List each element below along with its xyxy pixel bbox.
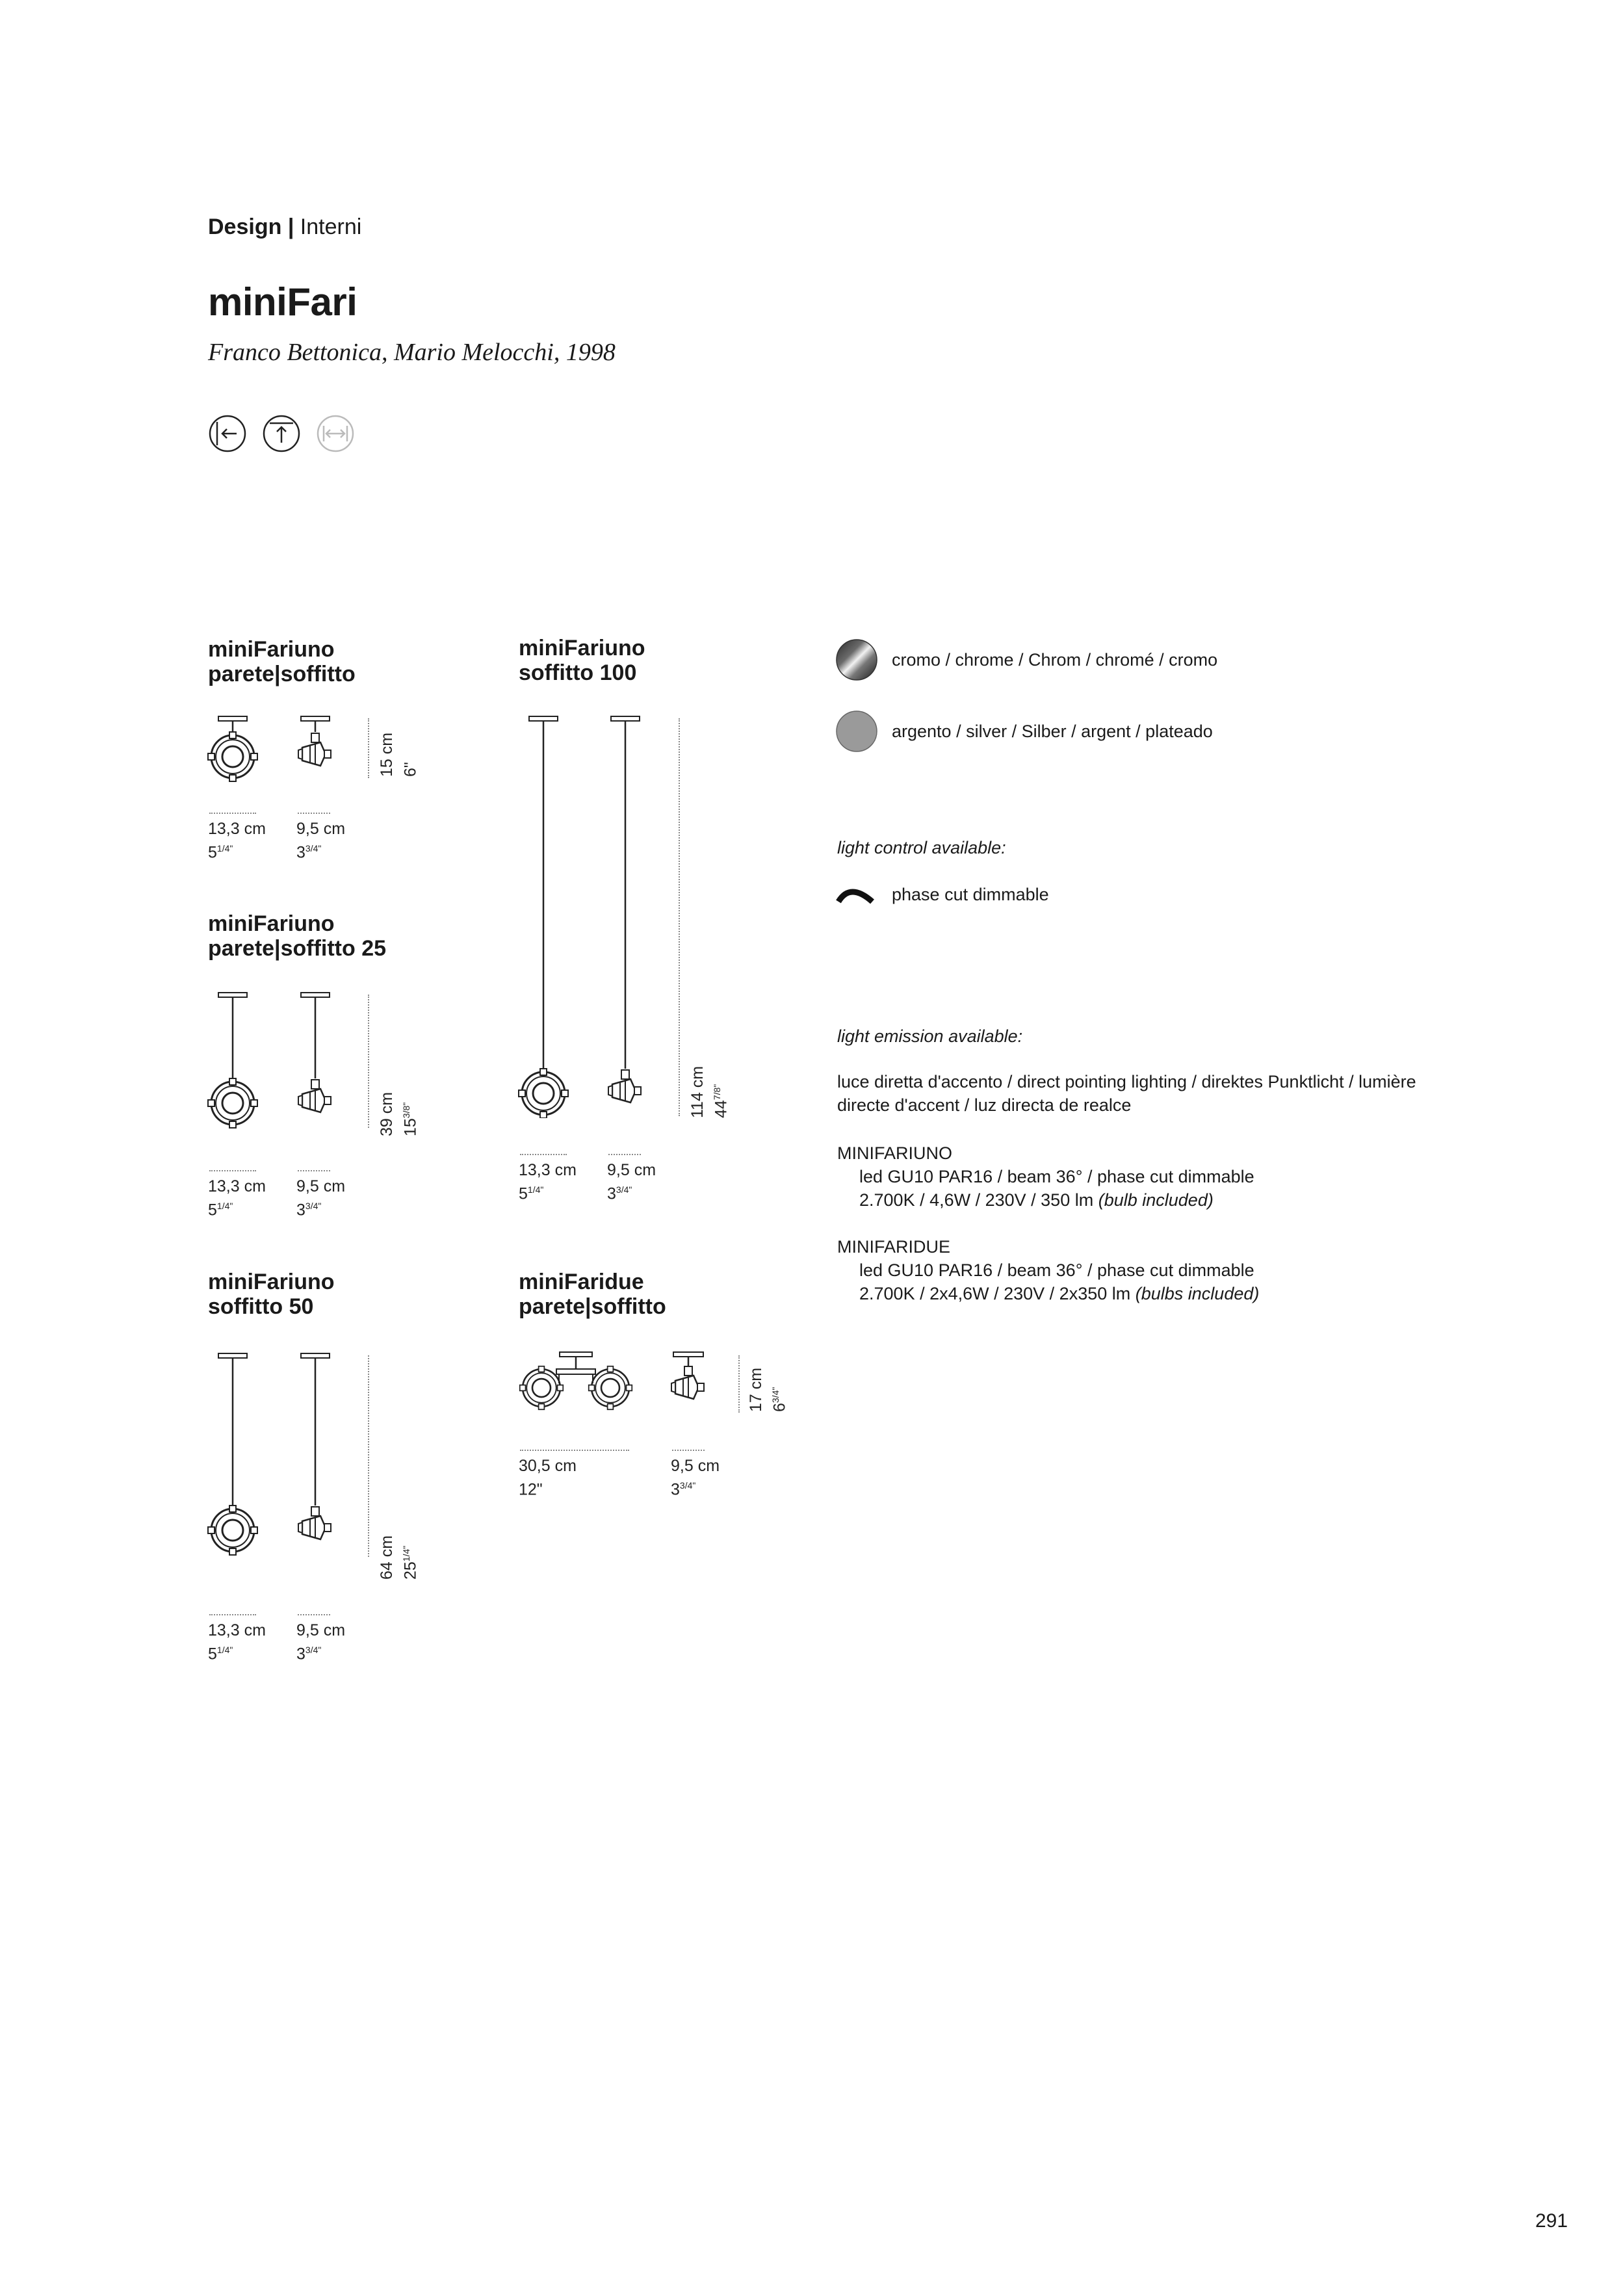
width-cm: 13,3 cm [208,1177,266,1195]
depth-cm: 9,5 cm [296,1621,346,1639]
depth-cm: 9,5 cm [296,1177,346,1195]
product-title-miniFariuno-soffitto-100 [519,636,645,685]
height-in: $6^{3/4"}$ [770,1387,789,1412]
height-dimension-line [368,1355,369,1557]
depth-cm: 9,5 cm [296,820,346,838]
page-title: miniFari [208,280,357,324]
description-line2: directe d'accent / luz directa de realce [837,1095,1132,1115]
width-dimension-line [209,1614,256,1615]
finish-label-silver: argento / silver / Silber / argent / plateado [892,722,1213,741]
section-tag-rest: Interni [300,215,362,239]
height-in: 6" [401,762,420,777]
depth-dimension [296,1177,345,1220]
product-drawing-front [207,991,259,1134]
section-tag-bold: Design [208,215,282,239]
product-drawing-front [207,715,259,787]
product-title-miniFaridue-parete-soffitto [519,1270,666,1319]
depth-dimension [296,819,345,862]
phase-cut-dimmable-icon [836,881,876,904]
width-dimension [519,1160,577,1203]
depth-in: $3^{3/4"}$ [296,1201,322,1220]
width-in: 12" [519,1480,543,1499]
model-spec-line2: 2.700K / 4,6W / 230V / 350 lm (bulb included) [859,1190,1214,1210]
product-drawing-front [517,715,569,1118]
depth-dimension [607,1160,656,1203]
finish-label-chrome: cromo / chrome / Chrom / chromé / cromo [892,650,1218,670]
height-dimension [377,1092,420,1136]
product-title-line2: parete|soffitto [519,1294,666,1319]
width-dimension-line [209,1170,256,1171]
height-dimension-line [368,995,369,1128]
model-name: MINIFARIDUE [837,1237,951,1257]
width-dimension-line [520,1154,567,1155]
height-dimension-line [679,718,680,1116]
width-in: $5^{1/4"}$ [519,1184,544,1203]
model-name: MINIFARIUNO [837,1143,953,1163]
height-dimension [746,1368,789,1412]
width-dimension [208,1621,266,1663]
width-dimension [208,1177,266,1220]
depth-dimension-line [298,1170,330,1171]
depth-dimension-line [298,813,330,814]
product-drawing-side [606,715,645,1118]
horizontal-arrows-icon [318,416,353,451]
product-title-line1: miniFariuno [519,636,645,660]
product-title-miniFariuno-parete-soffitto-25 [208,911,386,961]
height-in: $15^{3/8"}$ [401,1102,420,1136]
width-cm: 13,3 cm [208,820,266,838]
product-drawing-side [296,715,335,787]
light-emission-heading: light emission available: [837,1026,1023,1046]
width-dimension [519,1456,577,1499]
product-title-line1: miniFariuno [208,911,335,936]
height-dimension-line [738,1355,740,1413]
depth-in: $3^{3/4"}$ [671,1480,696,1499]
depth-cm: 9,5 cm [607,1161,656,1179]
width-dimension-line [209,813,256,814]
product-title-miniFariuno-soffitto-50 [208,1270,335,1319]
finish-swatch-silver [835,710,878,753]
depth-dimension [296,1621,345,1663]
model-spec-line1: led GU10 PAR16 / beam 36° / phase cut dimmable [859,1167,1254,1186]
section-tag [208,215,361,240]
product-title-line2: soffitto 50 [208,1294,314,1319]
depth-dimension-line [298,1614,330,1615]
depth-dimension [671,1456,720,1499]
description-line1: luce diretta d'accento / direct pointing lighting / direktes Punktlicht / lumière [837,1072,1416,1091]
light-control-item: phase cut dimmable [892,885,1049,904]
width-in: $5^{1/4"}$ [208,1645,233,1663]
height-dimension-line [368,718,369,778]
mounting-icons [208,413,377,454]
page-number: 291 [1535,2210,1568,2232]
model-spec-minifariuno [837,1141,1254,1212]
height-in: $25^{1/4"}$ [401,1545,420,1580]
product-drawing-side [666,1351,711,1416]
depth-dimension-line [672,1450,705,1451]
light-control-heading: light control available: [837,838,1006,857]
width-in: $5^{1/4"}$ [208,843,233,862]
width-cm: 30,5 cm [519,1457,577,1475]
product-title-miniFariuno-parete-soffitto [208,637,356,686]
product-title-line2: parete|soffitto 25 [208,936,387,961]
height-dimension [377,733,420,777]
product-title-line2: parete|soffitto [208,662,356,686]
depth-cm: 9,5 cm [671,1457,720,1475]
bulb-note: (bulb included) [1098,1190,1214,1210]
finish-swatch-chrome [835,638,878,681]
product-drawing-side [296,991,335,1134]
depth-in: $3^{3/4"}$ [296,843,322,862]
height-dimension [377,1535,420,1580]
model-spec-minifaridue [837,1235,1259,1305]
designer-credit: Franco Bettonica, Mario Melocchi, 1998 [208,339,616,366]
depth-in: $3^{3/4"}$ [296,1645,322,1663]
ceiling-arrow-icon [264,416,299,451]
height-dimension [688,1066,731,1118]
product-drawing-front [517,1351,634,1416]
product-drawing-front [207,1352,259,1567]
depth-dimension-line [608,1154,641,1155]
width-dimension-line [520,1450,629,1451]
product-drawing-side [296,1352,335,1567]
height-cm: 17 cm [747,1367,765,1412]
product-title-line1: miniFaridue [519,1270,644,1294]
model-spec-line2: 2.700K / 2x4,6W / 230V / 2x350 lm (bulbs included) [859,1284,1260,1303]
product-title-line1: miniFariuno [208,1270,335,1294]
width-dimension [208,819,266,862]
bulb-note: (bulbs included) [1135,1284,1260,1303]
height-cm: 114 cm [688,1065,707,1118]
height-cm: 39 cm [378,1091,396,1136]
section-tag-separator: | [287,215,294,239]
height-cm: 15 cm [378,732,396,777]
width-cm: 13,3 cm [208,1621,266,1639]
wall-arrow-icon [210,416,245,451]
width-cm: 13,3 cm [519,1161,577,1179]
product-title-line1: miniFariuno [208,637,335,662]
product-title-line2: soffitto 100 [519,660,637,685]
width-in: $5^{1/4"}$ [208,1201,233,1220]
light-emission-description [837,1070,1416,1117]
height-cm: 64 cm [378,1535,396,1580]
height-in: $44^{7/8"}$ [712,1084,731,1118]
model-spec-line1: led GU10 PAR16 / beam 36° / phase cut dimmable [859,1260,1254,1280]
depth-in: $3^{3/4"}$ [607,1184,632,1203]
